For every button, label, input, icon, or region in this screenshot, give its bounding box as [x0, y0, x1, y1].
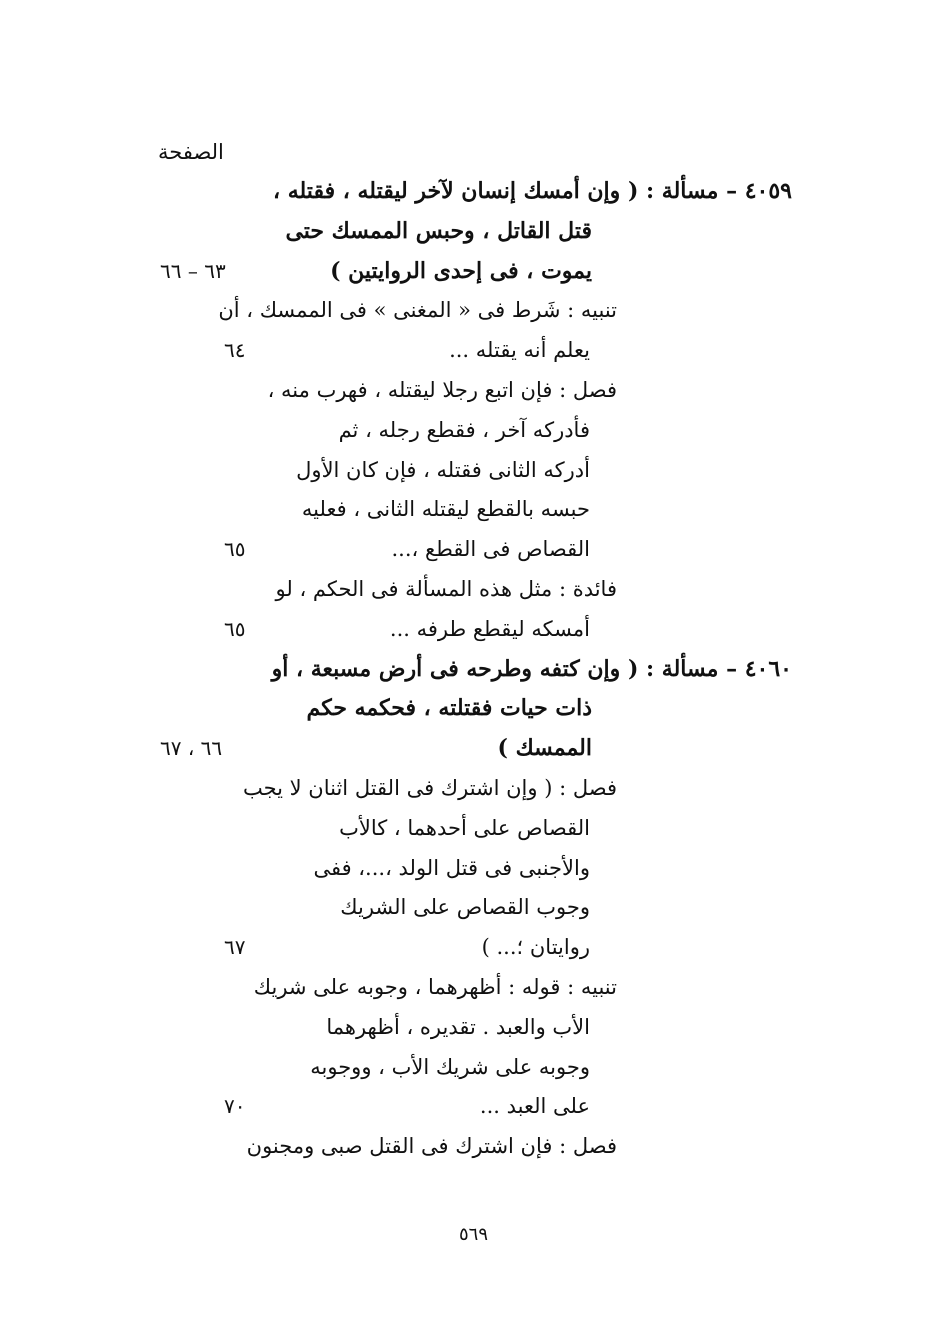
index-entry-text: روايتان ؛... ) — [481, 935, 590, 959]
index-entry-text: أمسكه ليقطع طرفه ... — [389, 617, 590, 641]
index-entry-text: حبسه بالقطع ليقتله الثانى ، فعليه — [301, 497, 590, 521]
index-entry-text: قتل القاتل ، وحبس الممسك حتى — [285, 218, 592, 244]
index-entry-text: والأجنبى فى قتل الولد ،...، ففى — [313, 856, 590, 880]
index-entry-text: يعلم أنه يقتله ... — [449, 338, 590, 362]
index-entry-text: ٤٠٥٩ – مسألة : ( وإن أمسك إنسان لآخر ليقتله ، فقتله ، — [272, 178, 792, 204]
index-entry-page: ٦٤ — [224, 338, 246, 362]
index-entry-text: يموت ، فى إحدى الروايتين ) — [330, 258, 592, 284]
index-entry-text: فائدة : مثل هذه المسألة فى الحكم ، لو — [275, 577, 617, 601]
index-entry-text: فصل : فإن اتبع رجلا ليقتله ، فهرب منه ، — [267, 378, 617, 402]
page-column-header: الصفحة — [158, 140, 224, 164]
index-entry-text: وجوبه على شريك الأب ، ووجوبه — [310, 1055, 590, 1079]
index-entry-page: ٦٦ ، ٦٧ — [160, 736, 223, 760]
index-entry-text: وجوب القصاص على الشريك — [340, 895, 590, 919]
index-entry-text: الأب والعبد . تقديره ، أظهرهما — [326, 1015, 590, 1039]
index-entry-page: ٦٧ — [224, 935, 246, 959]
index-entry-page: ٦٥ — [224, 537, 246, 561]
index-entry-text: تنبيه : قوله : أظهرهما ، وجوبه على شريك — [253, 975, 617, 999]
index-entry-text: أدركه الثانى فقتله ، فإن كان الأول — [296, 458, 590, 482]
index-entry-page: ٦٣ – ٦٦ — [160, 259, 226, 283]
index-entry-text: على العبد ... — [479, 1094, 590, 1118]
index-entry-text: فصل : ( وإن اشترك فى القتل اثنان لا يجب — [242, 776, 617, 800]
footer-page-number: ٥٦٩ — [458, 1224, 488, 1245]
index-entry-page: ٧٠ — [224, 1094, 246, 1118]
index-entry-text: ٤٠٦٠ – مسألة : ( وإن كتفه وطرحه فى أرض مسبعة ، أو — [271, 656, 792, 682]
index-entry-text: الممسك ) — [497, 735, 592, 761]
index-entry-text: ذات حيات فقتلته ، فحكمه حكم — [306, 695, 592, 721]
index-entry-page: ٦٥ — [224, 617, 246, 641]
index-entry-text: القصاص فى القطع ،... — [391, 537, 590, 561]
index-entry-text: تنبيه : شَرط فى « المغنى » فى الممسك ، أن — [218, 298, 617, 322]
index-entry-text: فصل : فإن اشترك فى القتل صبى ومجنون — [246, 1134, 617, 1158]
index-entry-text: فأدركه آخر ، فقطع رجله ، ثم — [338, 418, 590, 442]
index-entry-text: القصاص على أحدهما ، كالأب — [339, 816, 590, 840]
